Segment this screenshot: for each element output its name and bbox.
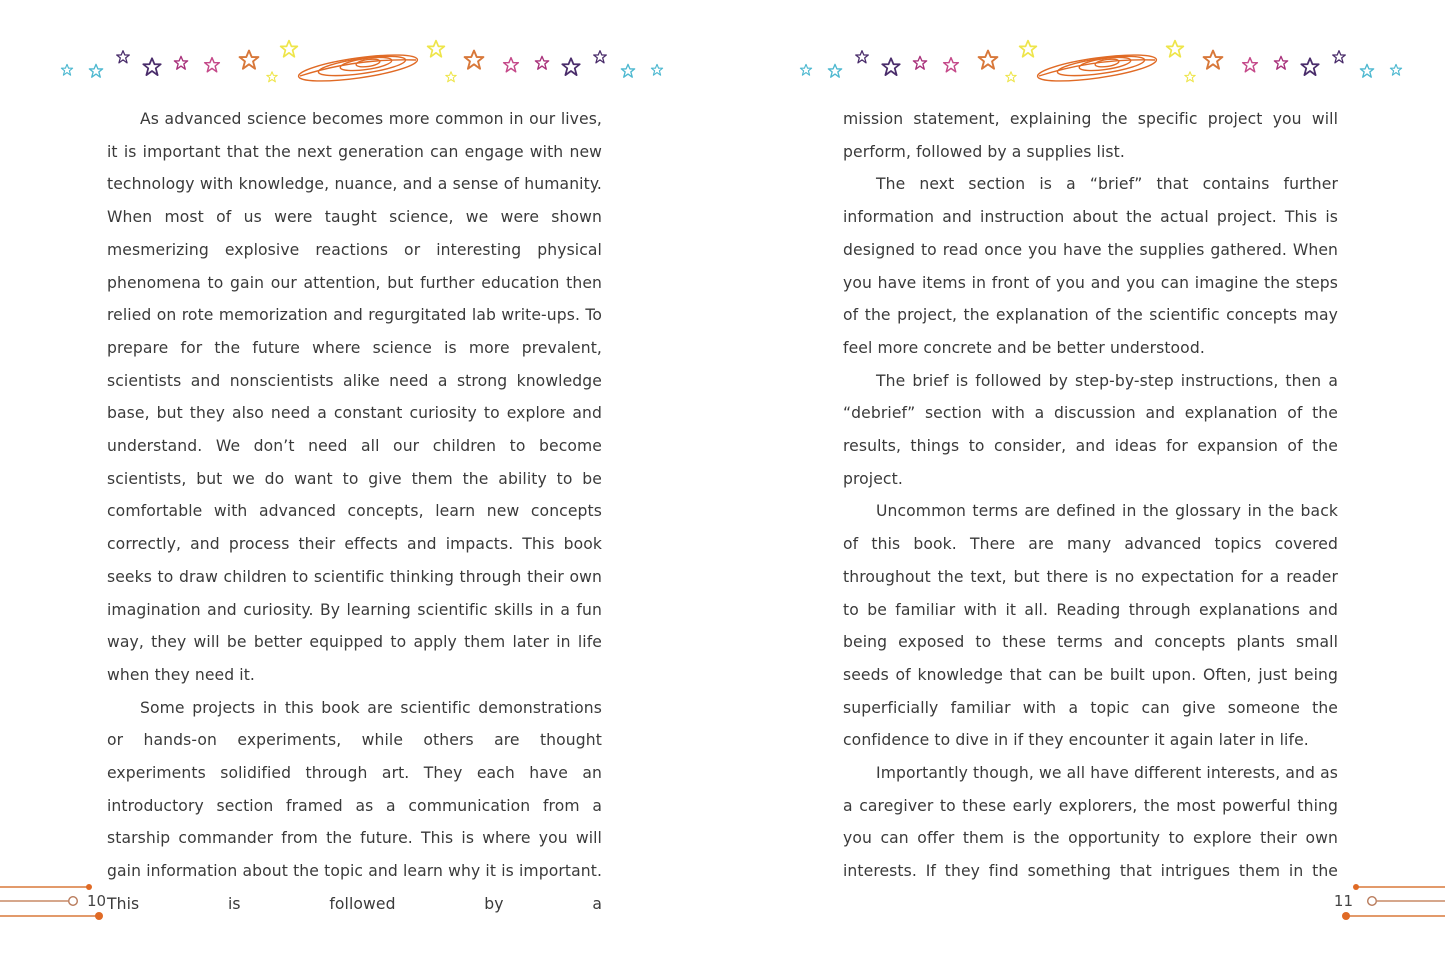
page-number: 11 [1333,892,1353,910]
paragraph: The brief is followed by step-by-step instructions, then a “debrief” section with a discussion and explanation of the results, things to consider, and ideas for expansion of the project. [843,371,1338,488]
page-footer-right [1285,880,1445,924]
paragraph: Some projects in this book are scientific demonstrations or hands-on experiments, while others are thought experiments solidified through art. They each have an introductory section framed as a communication from a starship commander from the future. This is where you will gain information about the topic and learn why it is important. This is followed by a [107,698,602,913]
body-text-left [107,103,602,921]
paragraph: The next section is a “brief” that contains further information and instruction about the actual project. This is designed to read once you have the supplies gathered. When you have items in front of you and you can imagine the steps of the project, the explanation of the scientific concepts may feel more concrete and be better understood. [843,175,1338,357]
star-icon [428,41,663,82]
circuit-line-icon [1285,880,1445,924]
star-icon [61,41,297,82]
body-text-right [843,103,1338,888]
galaxy-icon [1036,50,1158,87]
page-number: 10 [87,892,107,910]
star-icon [800,41,1036,82]
paragraph: Importantly though, we all have different interests, and as a caregiver to these early explorers, the most powerful thing you can offer them is the opportunity to explore their own interests. If they find something that intrigues them in the [843,764,1338,881]
paragraph: mission statement, explaining the specific project you will perform, followed by a supplies list. [843,110,1338,161]
right-page [722,0,1445,963]
left-page [0,0,722,963]
star-icon [1167,41,1402,82]
galaxy-icon [297,50,419,87]
circuit-line-icon [0,880,160,924]
stars-and-galaxy-icon [56,36,676,92]
page-footer-left [0,880,160,924]
paragraph: Uncommon terms are defined in the glossary in the back of this book. There are many advanced topics covered throughout the text, but there is no expectation for a reader to be familiar with it all. Reading through explanations and being exposed to these terms and concepts plants small seeds of knowledge that can be built upon. Often, just being superficially familiar with a topic can give someone the confidence to dive in if they encounter it again later in life. [843,502,1338,750]
paragraph: As advanced science becomes more common in our lives, it is important that the next generation can engage with new technology with knowledge, nuance, and a sense of humanity. When most of us were taught science, we were shown mesmerizing explosive reactions or interesting physical phenomena to gain our attention, but further education then relied on rote memorization and regurgitated lab write-ups. To prepare for the future where science is more prevalent, scientists and nonscientists alike need a strong knowledge base, but they also need a constant curiosity to explore and understand. We don’t need all our children to become scientists, but we do want to give them the ability to be comfortable with advanced concepts, learn new concepts correctly, and process their effects and impacts. This book seeks to draw children to scientific thinking through their own imagination and curiosity. By learning scientific skills in a fun way, they will be better equipped to apply them later in life when they need it. [107,110,602,684]
stars-and-galaxy-icon [795,36,1415,92]
